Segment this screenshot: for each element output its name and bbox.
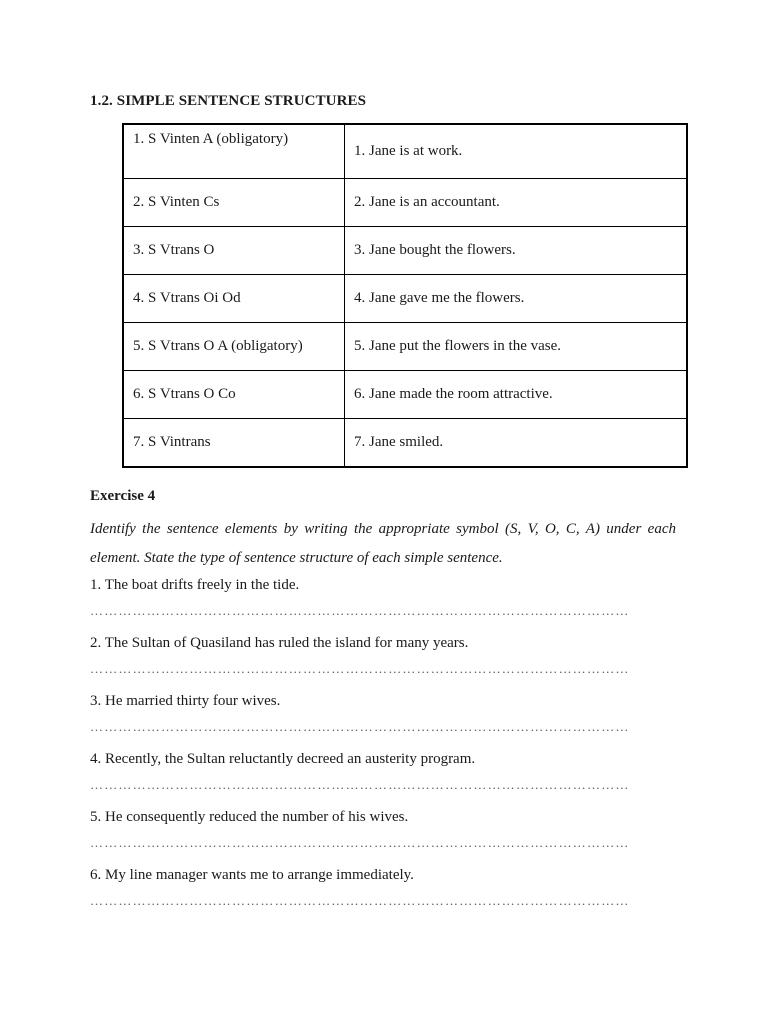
- answer-line: ……………………………………………………………………………………………………: [90, 835, 630, 850]
- table-row: [123, 124, 687, 179]
- exercise-sentence: 6. My line manager wants me to arrange immediately.: [90, 867, 414, 883]
- answer-line: ……………………………………………………………………………………………………: [90, 719, 630, 734]
- answer-line: ……………………………………………………………………………………………………: [90, 603, 630, 618]
- table-row: [123, 323, 687, 371]
- list-item: [90, 863, 680, 921]
- table-row: [123, 179, 687, 227]
- exercise-sentence: 1. The boat drifts freely in the tide.: [90, 577, 300, 593]
- answer-line: ……………………………………………………………………………………………………: [90, 893, 630, 908]
- example-cell: 2. Jane is an accountant.: [345, 179, 688, 227]
- example-cell: 1. Jane is at work.: [345, 124, 688, 179]
- structure-cell: 2. S Vinten Cs: [123, 179, 345, 227]
- exercise-sentence: 2. The Sultan of Quasiland has ruled the island for many years.: [90, 635, 469, 651]
- example-cell: 7. Jane smiled.: [345, 419, 688, 468]
- structure-cell: 6. S Vtrans O Co: [123, 371, 345, 419]
- exercise-sentence: 3. He married thirty four wives.: [90, 693, 281, 709]
- structure-cell: 5. S Vtrans O A (obligatory): [123, 323, 345, 371]
- table-row: [123, 275, 687, 323]
- exercise-instructions: Identify the sentence elements by writing the appropriate symbol (S, V, O, C, A) under each element. State the type of sentence structure of each simple sentence.: [90, 521, 676, 566]
- example-cell: 3. Jane bought the flowers.: [345, 227, 688, 275]
- list-item: [90, 747, 680, 805]
- exercise-sentence: 4. Recently, the Sultan reluctantly decreed an austerity program.: [90, 751, 476, 767]
- sentence-structures-table: [122, 123, 688, 468]
- structure-cell: 7. S Vintrans: [123, 419, 345, 468]
- answer-line: ……………………………………………………………………………………………………: [90, 661, 630, 676]
- answer-line: ……………………………………………………………………………………………………: [90, 777, 630, 792]
- exercise-title: Exercise 4: [90, 488, 156, 504]
- exercise-items: [90, 573, 680, 921]
- exercise-sentence: 5. He consequently reduced the number of his wives.: [90, 809, 409, 825]
- list-item: [90, 631, 680, 689]
- table-row: [123, 227, 687, 275]
- section-title: 1.2. SIMPLE SENTENCE STRUCTURES: [90, 93, 367, 109]
- example-cell: 6. Jane made the room attractive.: [345, 371, 688, 419]
- list-item: [90, 573, 680, 631]
- structure-cell: 3. S Vtrans O: [123, 227, 345, 275]
- table-row: [123, 371, 687, 419]
- table-row: [123, 419, 687, 468]
- structure-cell: 4. S Vtrans Oi Od: [123, 275, 345, 323]
- example-cell: 4. Jane gave me the flowers.: [345, 275, 688, 323]
- list-item: [90, 805, 680, 863]
- list-item: [90, 689, 680, 747]
- structure-cell: 1. S Vinten A (obligatory): [123, 124, 345, 179]
- example-cell: 5. Jane put the flowers in the vase.: [345, 323, 688, 371]
